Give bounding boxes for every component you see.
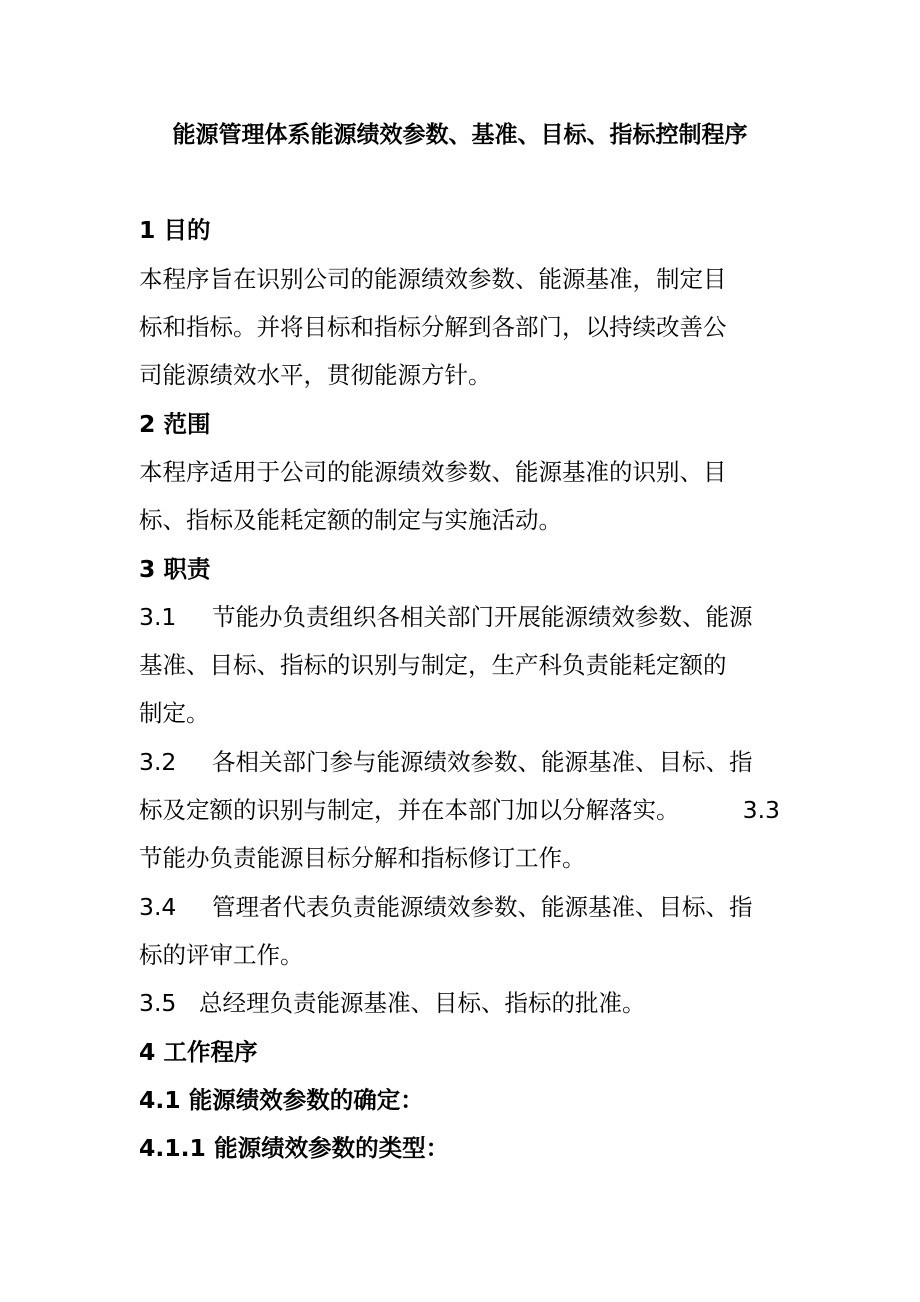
scope-line-1: 本程序适用于公司的能源绩效参数、能源基准的识别、目 xyxy=(139,458,727,486)
duty-item-3-4 xyxy=(139,891,753,923)
subsection-heading-4-1-1: 4.1.1 能源绩效参数的类型： xyxy=(139,1134,450,1162)
section-heading-procedure: 4 工作程序 xyxy=(139,1038,258,1066)
duty-number: 3.2 xyxy=(139,748,177,776)
section-heading-scope: 2 范围 xyxy=(139,410,211,438)
duty-number: 3.1 xyxy=(139,603,177,631)
duty-text: 总经理负责能源基准、目标、指标的批准。 xyxy=(199,989,646,1017)
duty-number-3-3: 3.3 xyxy=(742,796,780,824)
duty-3-1-line-3: 制定。 xyxy=(139,699,210,727)
duty-item-3-1 xyxy=(139,601,753,633)
duty-item-3-2 xyxy=(139,746,753,778)
duty-item-3-5 xyxy=(139,987,646,1019)
section-heading-purpose: 1 目的 xyxy=(139,216,211,244)
duty-text: 各相关部门参与能源绩效参数、能源基准、目标、指 xyxy=(212,748,753,776)
purpose-line-2: 标和指标。并将目标和指标分解到各部门，以持续改善公 xyxy=(139,313,727,341)
subsection-heading-4-1: 4.1 能源绩效参数的确定： xyxy=(139,1086,424,1114)
duty-3-4-line-2: 标的评审工作。 xyxy=(139,941,304,969)
purpose-line-1: 本程序旨在识别公司的能源绩效参数、能源基准，制定目 xyxy=(139,265,727,293)
duty-text: 管理者代表负责能源绩效参数、能源基准、目标、指 xyxy=(212,893,753,921)
document-title: 能源管理体系能源绩效参数、基准、目标、指标控制程序 xyxy=(172,122,748,148)
duty-number: 3.4 xyxy=(139,893,177,921)
duty-3-2-line-2: 标及定额的识别与制定，并在本部门加以分解落实。 xyxy=(139,796,680,824)
purpose-line-3: 司能源绩效水平，贯彻能源方针。 xyxy=(139,361,492,389)
duty-3-1-line-2: 基准、目标、指标的识别与制定，生产科负责能耗定额的 xyxy=(139,651,727,679)
duty-3-3-line-1: 节能办负责能源目标分解和指标修订工作。 xyxy=(139,844,586,872)
section-heading-duties: 3 职责 xyxy=(139,555,211,583)
duty-text: 节能办负责组织各相关部门开展能源绩效参数、能源 xyxy=(212,603,753,631)
scope-line-2: 标、指标及能耗定额的制定与实施活动。 xyxy=(139,506,562,534)
duty-number: 3.5 xyxy=(139,989,177,1017)
